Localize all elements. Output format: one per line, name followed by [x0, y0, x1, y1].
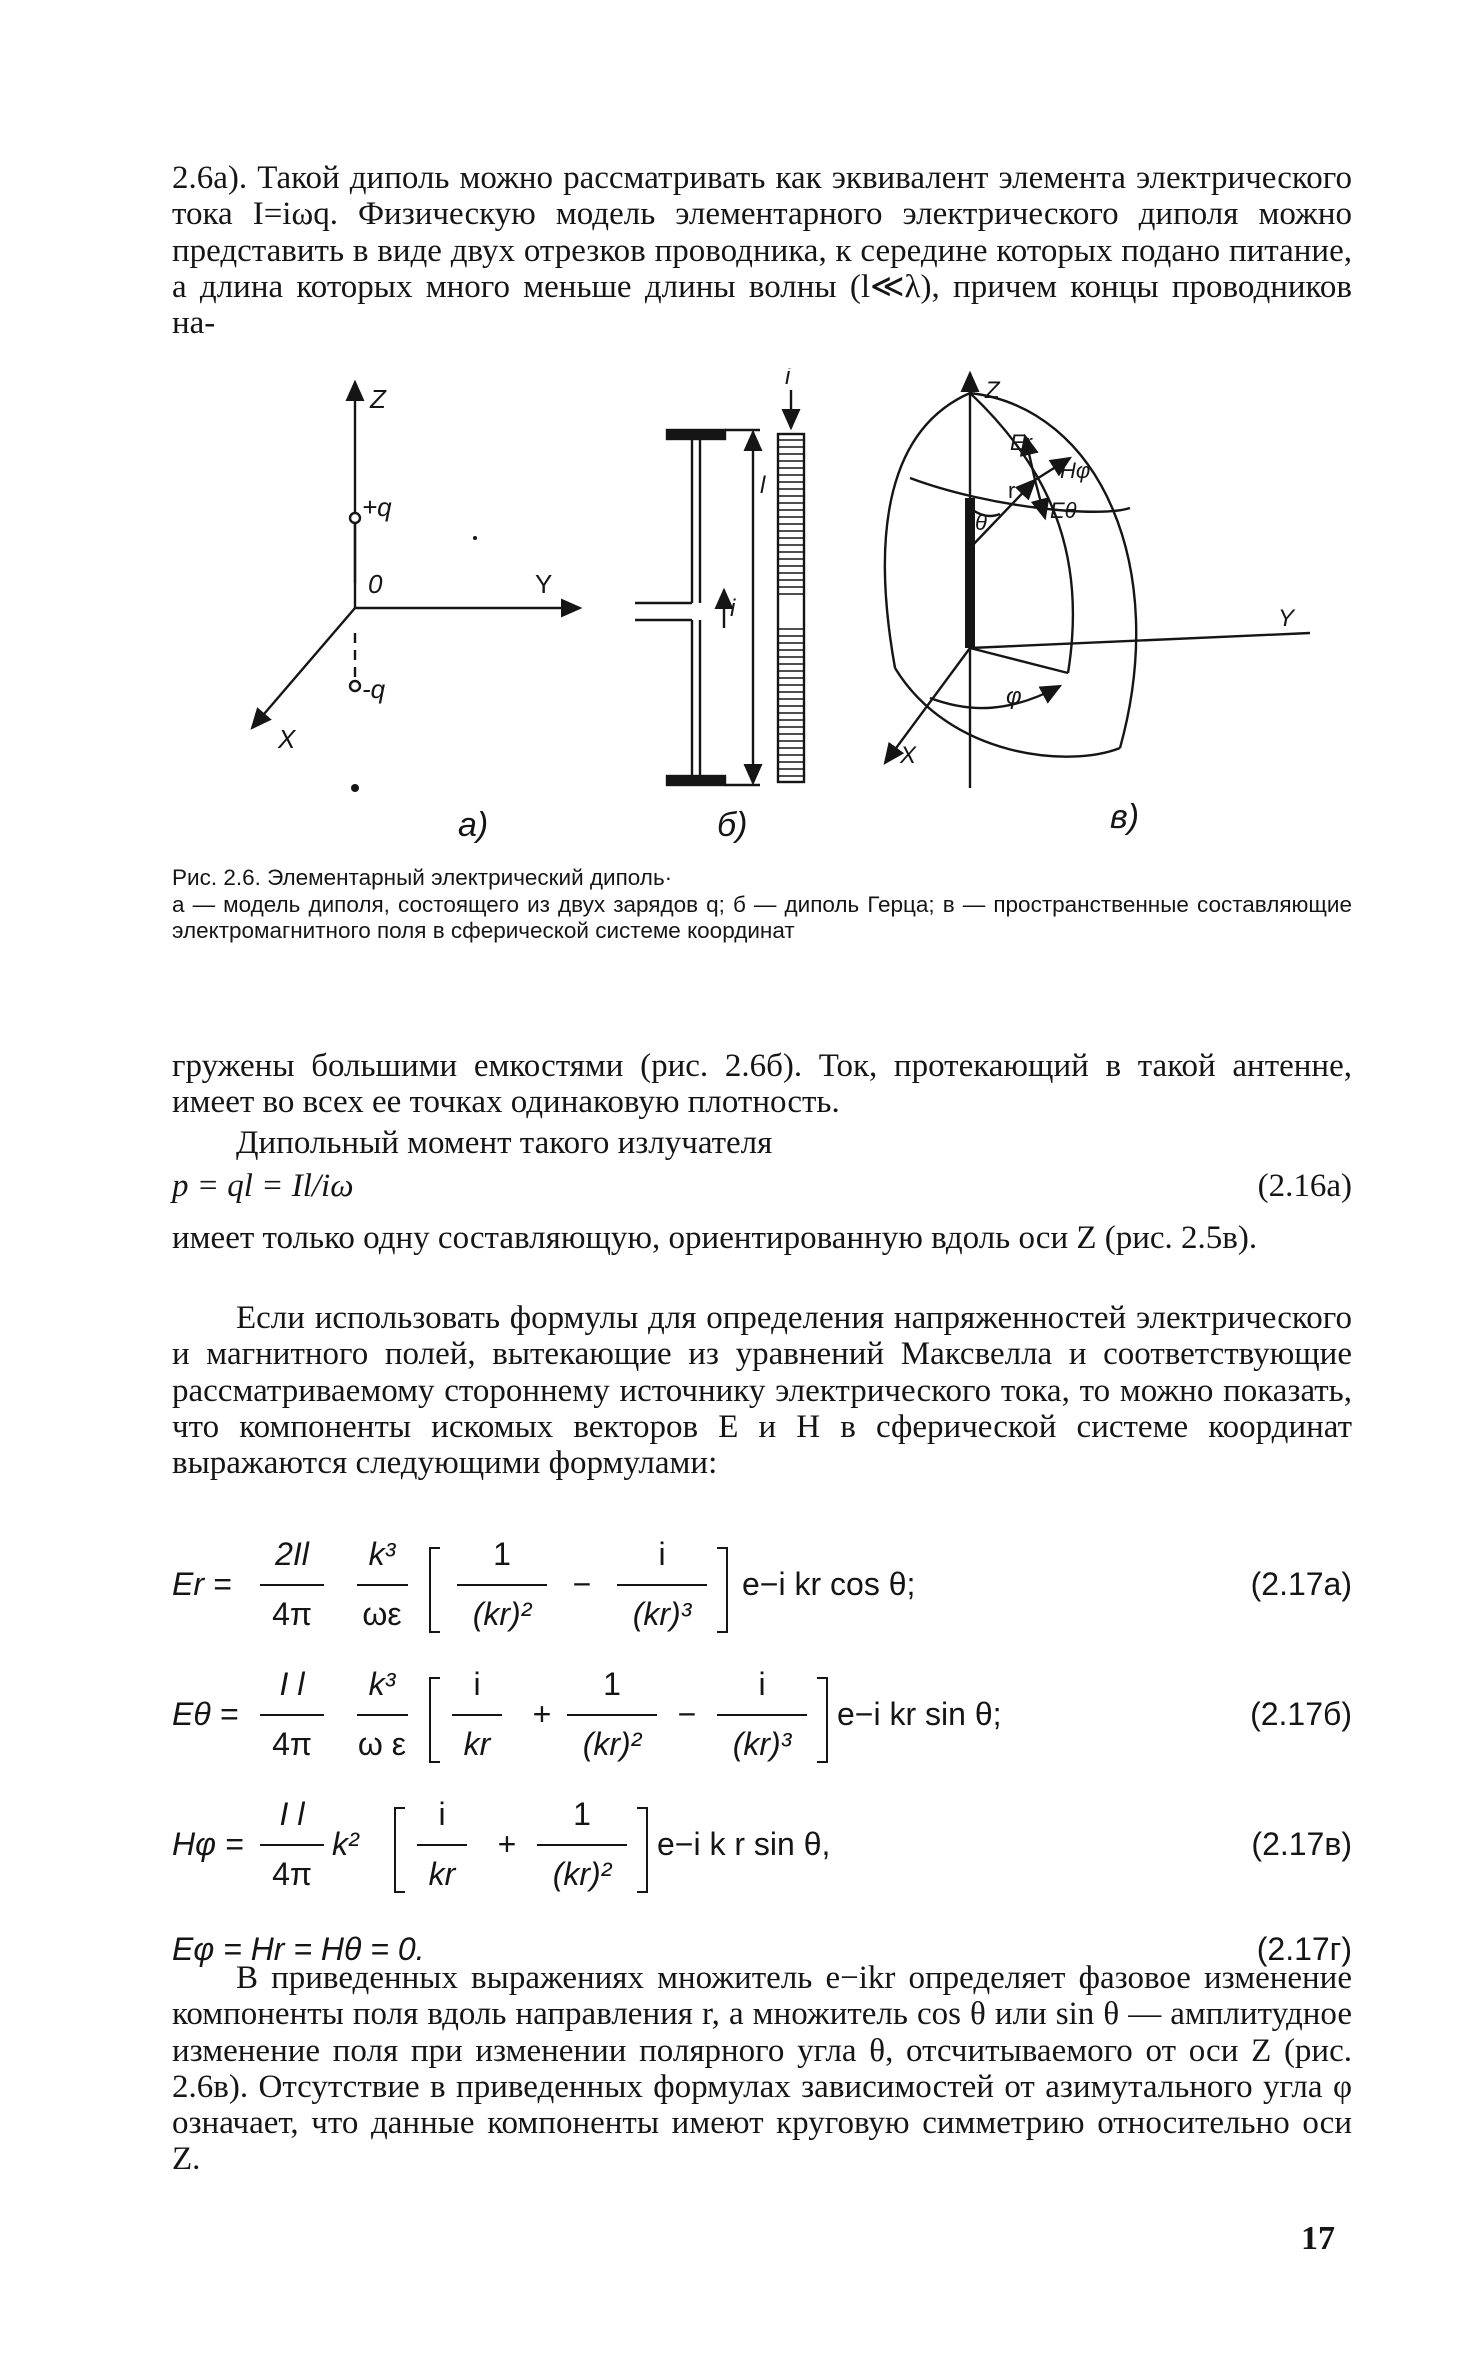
svg-text:i: i: [658, 1536, 666, 1572]
svg-text:i: i: [758, 1666, 766, 1702]
svg-text:(kr)²: (kr)²: [472, 1596, 532, 1632]
svg-text:k³: k³: [368, 1666, 396, 1702]
current-hatching: [779, 440, 803, 776]
svg-text:+: +: [497, 1826, 517, 1862]
label-er: Er: [1010, 430, 1032, 455]
caption-body: а — модель диполя, состоящего из двух зарядов q; б — диполь Герца; в — пространственные составляющие электромагнитного поля в сферической системе координат: [172, 891, 1352, 944]
body-paragraph-5: В приведенных выражениях множитель e−ikr определяет фазовое изменение компоненты поля вдоль направления r, а множитель cos θ или sin θ — амплитудное изменение поля при изменении полярного угла θ, отсчитываемого от оси Z (рис. 2.6в). Отсутствие в приведенных формулах зависимостей от азимутального угла φ означает, что данные компоненты имеют круговую симметрию относительно оси Z.: [172, 1960, 1352, 2178]
label-current-top: i: [785, 368, 791, 390]
label-y-v: Y: [1278, 605, 1295, 632]
svg-text:e−i kr cos θ;: e−i kr cos θ;: [742, 1566, 916, 1602]
equation-2-17v: [172, 1796, 1352, 1892]
svg-text:e−i kr sin θ;: e−i kr sin θ;: [837, 1696, 1002, 1732]
figure-b: [635, 390, 804, 785]
label-current-side: i: [730, 595, 736, 622]
svg-text:e−i k r sin θ,: e−i k r sin θ,: [657, 1826, 831, 1862]
svg-text:(kr)²: (kr)²: [582, 1726, 642, 1762]
equation-2-17a: [172, 1536, 1352, 1632]
label-z-a: Z: [370, 384, 386, 414]
top-paragraph: 2.6а). Такой диполь можно рассматривать как эквивалент элемента электрического тока I=iωq. Физическую модель элементарного электрического диполя можно представить в виде двух отрезков проводника, к середине которых подано питание, а длина которых много меньше длины волны (l≪λ), причем концы проводников на-: [172, 160, 1352, 342]
figure-v: [885, 373, 1310, 788]
charge-plus-a: [350, 513, 360, 523]
label-z-v: Z: [985, 377, 1000, 404]
label-b: б): [717, 806, 748, 844]
equations-2-17: [172, 1520, 1352, 2000]
label-plus-q: +q: [362, 492, 392, 522]
label-x-a: X: [278, 724, 296, 754]
sphere-right: [970, 393, 1136, 748]
axis-y-v: [970, 633, 1310, 648]
label-phi: φ: [1006, 683, 1022, 710]
label-r: r: [1008, 478, 1016, 503]
svg-text:i: i: [438, 1796, 446, 1832]
dipole-v: [965, 498, 975, 648]
equator-radius: [970, 648, 1068, 673]
svg-text:kr: kr: [463, 1726, 491, 1762]
label-length: l: [760, 472, 766, 499]
figure-caption: [172, 865, 1352, 945]
capacitor-plate-top: [667, 430, 725, 439]
label-y-a: Y: [535, 569, 553, 599]
figure-2-6: [230, 368, 1370, 848]
svg-text:ωε: ωε: [362, 1596, 402, 1632]
svg-text:Hφ =: Hφ =: [172, 1826, 244, 1862]
label-hphi: Hφ: [1060, 458, 1091, 483]
svg-text:Eφ = Hr = Hθ = 0.: Eφ = Hr = Hθ = 0.: [172, 1931, 425, 1967]
svg-text:(2.17в): (2.17в): [1251, 1826, 1352, 1862]
equation-2-16a: p = ql = Il/iω (2.16а): [172, 1168, 1352, 1204]
svg-text:(kr)³: (kr)³: [632, 1596, 692, 1632]
body-paragraph-1: гружены большими емкостями (рис. 2.6б). Ток, протекающий в такой антенне, имеет во всех ее точках одинаковую плотность.: [172, 1048, 1352, 1121]
svg-text:+: +: [532, 1696, 552, 1732]
sphere-left: [885, 393, 970, 668]
sphere-bottom: [895, 668, 1120, 757]
current-distribution: [778, 434, 804, 782]
charge-minus-a: [350, 681, 360, 691]
label-a: а): [458, 806, 489, 844]
svg-text:(2.17а): (2.17а): [1250, 1566, 1352, 1602]
svg-text:k²: k²: [332, 1826, 359, 1862]
svg-text:I l: I l: [279, 1666, 305, 1702]
svg-text:kr: kr: [428, 1856, 456, 1892]
svg-text:(2.17б): (2.17б): [1250, 1696, 1352, 1732]
label-x-v: X: [900, 742, 917, 769]
svg-text:ω ε: ω ε: [357, 1726, 407, 1762]
svg-text:I l: I l: [279, 1796, 305, 1832]
caption-title: Рис. 2.6. Элементарный электрический диполь·: [172, 865, 673, 890]
phi-arc: [930, 686, 1060, 708]
dot-mark-a2: [473, 536, 477, 540]
figure-svg: [230, 368, 1370, 848]
svg-text:k³: k³: [368, 1536, 396, 1572]
label-theta: θ: [975, 510, 987, 535]
svg-text:1: 1: [493, 1536, 511, 1572]
svg-text:2Il: 2Il: [275, 1536, 309, 1572]
svg-text:4π: 4π: [272, 1726, 312, 1762]
svg-text:4π: 4π: [272, 1856, 312, 1892]
label-origin: 0: [368, 569, 383, 599]
figure-a: [252, 382, 580, 728]
page-number: 17: [1301, 2220, 1335, 2257]
svg-text:Er =: Er =: [172, 1566, 232, 1602]
svg-text:−: −: [572, 1566, 592, 1602]
body-paragraph-4: Если использовать формулы для определения напряженностей электрического и магнитного полей, вытекающие из уравнений Максвелла и соответствующие рассматриваемому стороннему источнику электрического тока, то можно показать, что компоненты искомых векторов E и H в сферической системе координат выражаются следующими формулами:: [172, 1300, 1352, 1482]
svg-text:4π: 4π: [272, 1596, 312, 1632]
svg-text:i: i: [473, 1666, 481, 1702]
svg-text:(kr)²: (kr)²: [552, 1856, 612, 1892]
svg-text:(kr)³: (kr)³: [732, 1726, 792, 1762]
svg-text:−: −: [677, 1696, 697, 1732]
svg-text:(2.17г): (2.17г): [1256, 1931, 1352, 1967]
label-etheta: Eθ: [1050, 498, 1077, 523]
axis-x-a: [252, 608, 355, 728]
body-paragraph-2: Дипольный момент такого излучателя: [236, 1125, 773, 1161]
label-minus-q: -q: [362, 674, 386, 704]
body-paragraph-3: имеет только одну составляющую, ориентированную вдоль оси Z (рис. 2.5в).: [172, 1220, 1258, 1256]
svg-text:Eθ =: Eθ =: [172, 1696, 239, 1732]
capacitor-plate-bottom: [667, 776, 725, 785]
label-v: в): [1110, 798, 1140, 836]
svg-text:1: 1: [603, 1666, 621, 1702]
dot-mark-a: [351, 784, 359, 792]
svg-text:1: 1: [573, 1796, 591, 1832]
